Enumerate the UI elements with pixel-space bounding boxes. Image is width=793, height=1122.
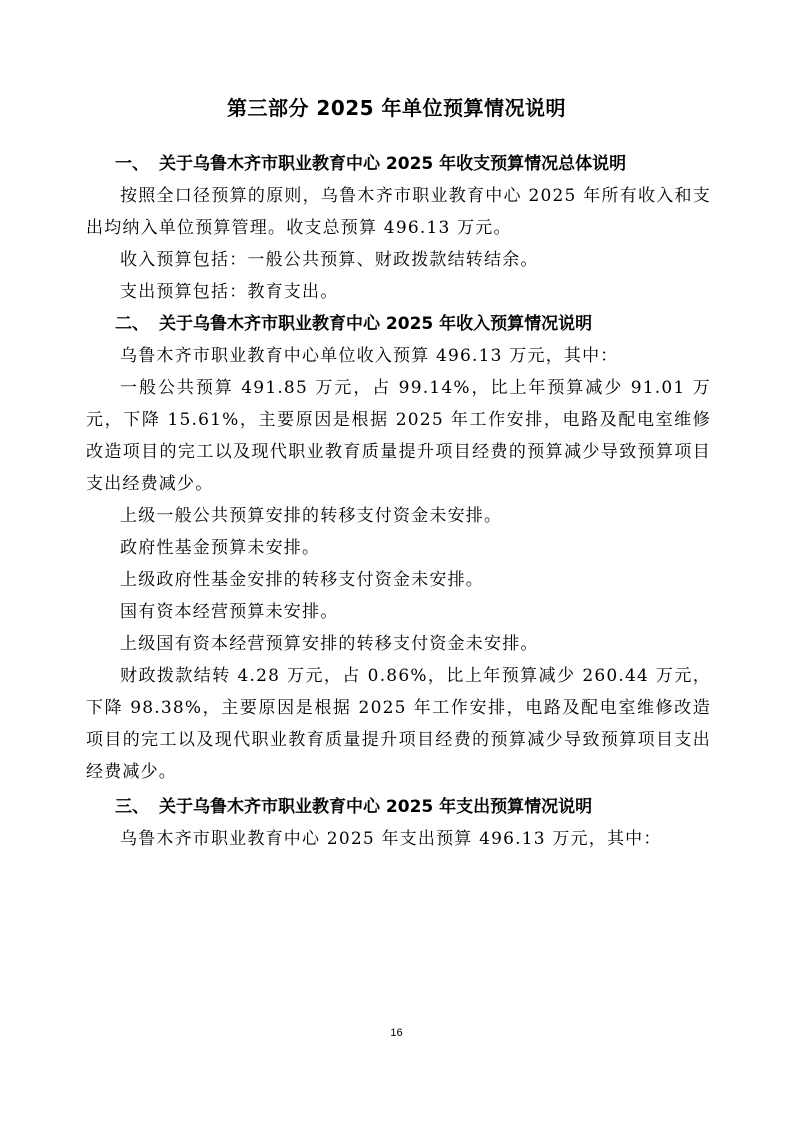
paragraph: 上级一般公共预算安排的转移支付资金未安排。 [120, 506, 503, 526]
paragraph: 按照全口径预算的原则，乌鲁木齐市职业教育中心 2025 年所有收入和支出均纳入单位预算管理。收支总预算 496.13 万元。 [86, 186, 711, 238]
section-heading [86, 308, 711, 340]
paragraph: 国有资本经营预算未安排。 [120, 602, 339, 622]
section-number: 二、 [115, 314, 149, 334]
section-1 [86, 148, 711, 308]
page-number: 16 [390, 1027, 403, 1039]
section-heading-text: 关于乌鲁木齐市职业教育中心 2025 年收入预算情况说明 [159, 314, 593, 334]
section-heading-text: 关于乌鲁木齐市职业教育中心 2025 年支出预算情况说明 [159, 797, 593, 817]
section-number: 三、 [115, 797, 149, 817]
section-number: 一、 [115, 154, 149, 174]
paragraph: 支出预算包括：教育支出。 [120, 282, 339, 302]
paragraph: 乌鲁木齐市职业教育中心 2025 年支出预算 496.13 万元，其中： [120, 829, 662, 849]
section-heading [86, 148, 711, 180]
section-heading-text: 关于乌鲁木齐市职业教育中心 2025 年收支预算情况总体说明 [159, 154, 627, 174]
paragraph: 上级国有资本经营预算安排的转移支付资金未安排。 [120, 634, 539, 654]
section-2 [86, 308, 711, 788]
page-title: 第三部分 2025 年单位预算情况说明 [226, 96, 567, 120]
document-body [86, 148, 711, 855]
paragraph: 乌鲁木齐市职业教育中心单位收入预算 496.13 万元，其中： [120, 346, 619, 366]
paragraph: 财政拨款结转 4.28 万元，占 0.86%，比上年预算减少 260.44 万元，下降 98.38%，主要原因是根据 2025 年工作安排，电路及配电室维修改造项目的完工以及现代职业教育质量提升项目经费的预算减少导致预算项目支出经费减少。 [86, 666, 711, 782]
paragraph: 一般公共预算 491.85 万元，占 99.14%，比上年预算减少 91.01 万元，下降 15.61%，主要原因是根据 2025 年工作安排，电路及配电室维修改造项目的完工以及现代职业教育质量提升项目经费的预算减少导致预算项目支出经费减少。 [86, 378, 711, 494]
paragraph: 上级政府性基金安排的转移支付资金未安排。 [120, 570, 484, 590]
paragraph: 政府性基金预算未安排。 [120, 538, 321, 558]
section-heading [86, 791, 711, 823]
section-3 [86, 791, 711, 855]
paragraph: 收入预算包括：一般公共预算、财政拨款结转结余。 [120, 250, 539, 270]
